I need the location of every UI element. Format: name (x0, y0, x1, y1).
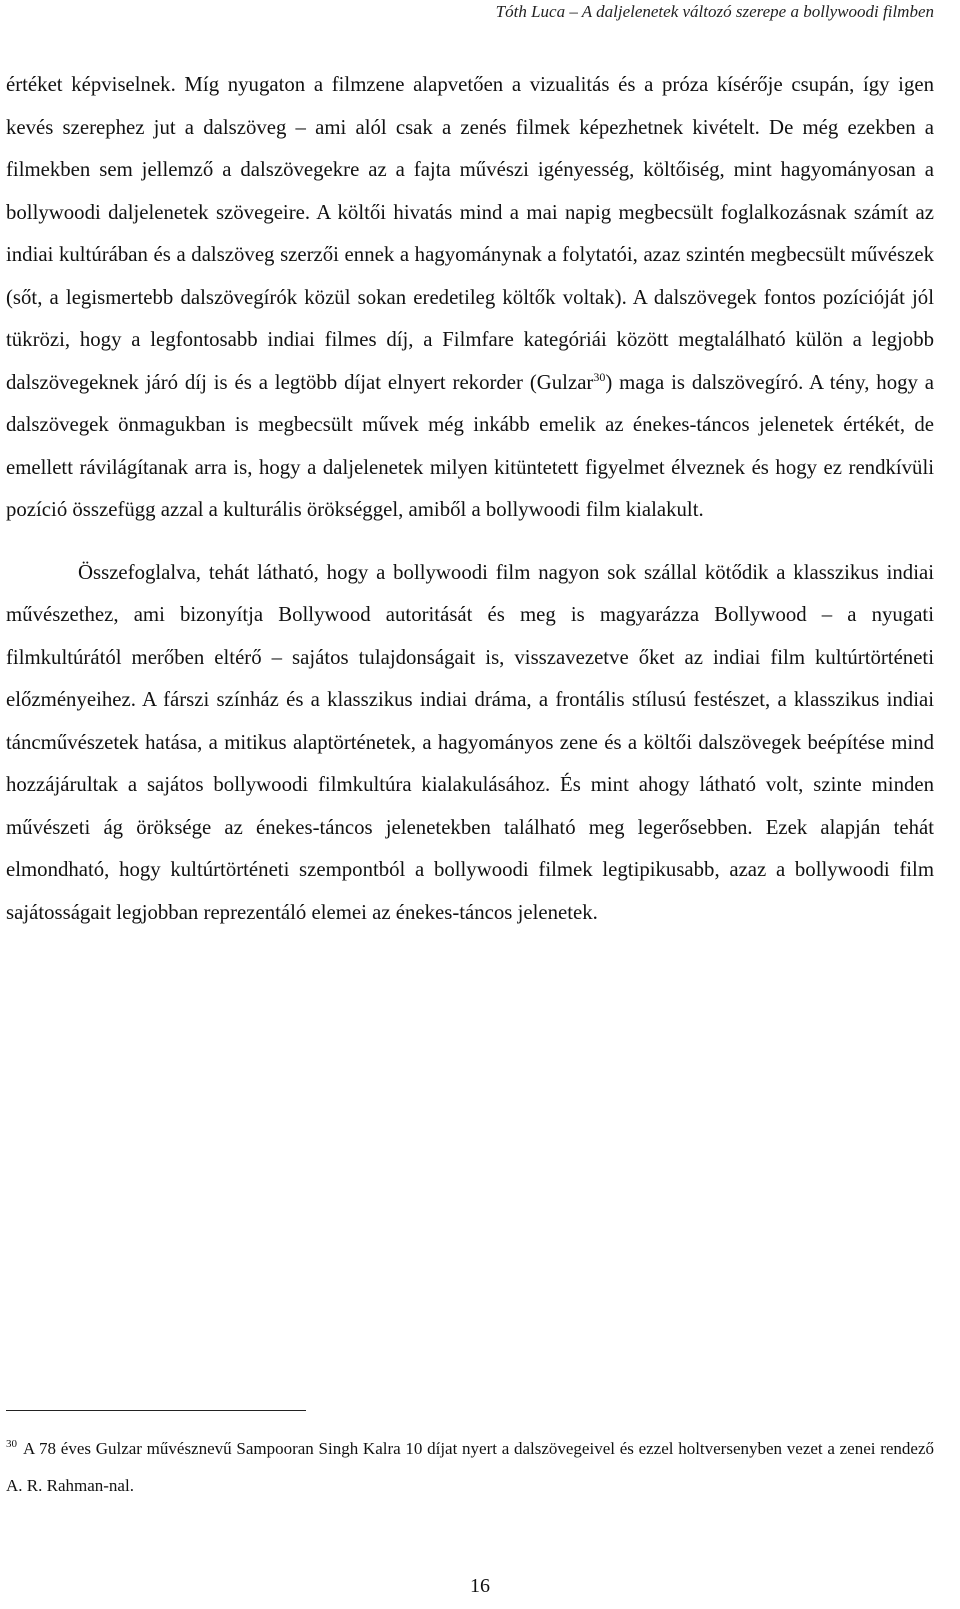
footnote-separator (6, 1410, 306, 1411)
body-text (6, 64, 934, 934)
page-number: 16 (470, 1575, 490, 1597)
footnote-number: 30 (6, 1438, 17, 1451)
paragraph-1-text-b: ) maga is dalszövegíró. A tény, hogy a dalszövegek önmagukban is megbecsült művek még inkább emelik az énekes-táncos jelenetek értékét, de emellett rávilágítanak arra is, hogy a daljelenetek milyen kitüntetett figyelmet élveznek és hogy ez rendkívüli pozíció összefügg azzal a kulturális örökséggel, amiből a bollywoodi film kialakult. (6, 370, 935, 521)
paragraph-1 (6, 64, 934, 532)
footnote-reference[interactable]: 30 (593, 369, 606, 384)
paragraph-1-text-a: értéket képviselnek. Míg nyugaton a filmzene alapvetően a vizualitás és a próza kísérője csupán, így igen kevés szerephez jut a dalszöveg – ami alól csak a zenés filmek képezhetnek kivételt. De még ezekben a filmekben sem jellemző a dalszövegekre az a fajta művészi igényesség, költőiség, mint hagyományosan a bollywoodi daljelenetek szövegeire. A költői hivatás mind a mai napig megbecsült foglalkozásnak számít az indiai kultúrában és a dalszöveg szerzői ennek a hagyománynak a folytatói, azaz szintén megbecsült művészek (sőt, a legismertebb dalszövegírók közül sokan eredetileg költők voltak). A dalszövegek fontos pozícióját jól tükrözi, hogy a legfontosabb indiai filmes díj, a Filmfare kategóriái között megtalálható külön a legjobb dalszövegeknek járó díj is és a legtöbb díjat elnyert rekorder (Gulzar (6, 73, 934, 394)
running-header: Tóth Luca – A daljelenetek változó szerepe a bollywoodi filmben (495, 2, 934, 21)
footnote-text: A 78 éves Gulzar művésznevű Sampooran Singh Kalra 10 díjat nyert a dalszövegeivel és ezzel holtversenyben vezet a zenei rendező A. R. Rahman-nal. (6, 1439, 934, 1495)
footnote (6, 1430, 934, 1504)
paragraph-2: Összefoglalva, tehát látható, hogy a bollywoodi film nagyon sok szállal kötődik a klasszikus indiai művészethez, ami bizonyítja Bollywood autoritását és meg is magyarázza Bollywood – a nyugati filmkultúrától merőben eltérő – sajátos tulajdonságait is, visszavezetve őket az indiai film kultúrtörténeti előzményeihez. A fárszi színház és a klasszikus indiai dráma, a frontális stílusú festészet, a klasszikus indiai táncművészetek hatása, a mitikus alaptörténetek, a hagyományos zene és a költői dalszövegek beépítése mind hozzájárultak a sajátos bollywoodi filmkultúra kialakulásához. És mint ahogy látható volt, szinte minden művészeti ág öröksége az énekes-táncos jelenetekben található meg legerősebben. Ezek alapján tehát elmondható, hogy kultúrtörténeti szempontból a bollywoodi filmek legtipikusabb, azaz a bollywoodi film sajátosságait legjobban reprezentáló elemei az énekes-táncos jelenetek. (6, 560, 934, 924)
